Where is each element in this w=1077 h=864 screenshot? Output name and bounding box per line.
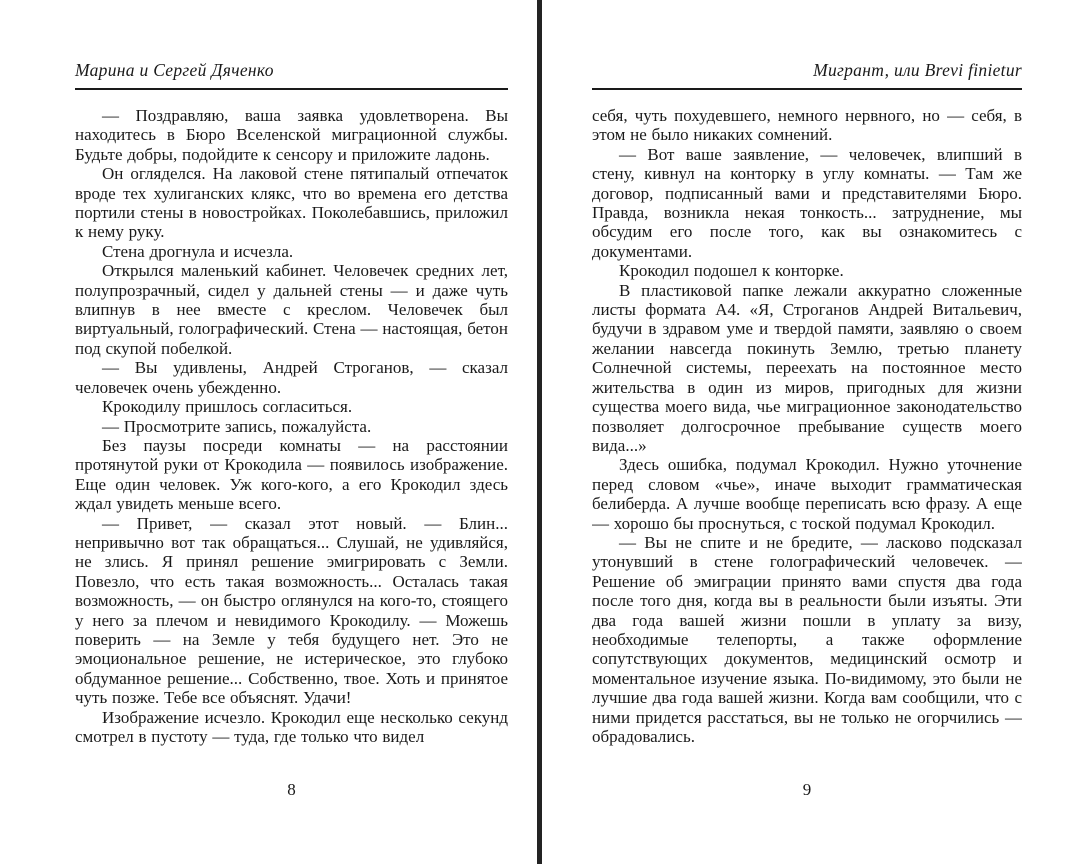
left-page	[75, 58, 508, 770]
paragraph: Он огляделся. На лаковой стене пятипалый отпечаток вроде тех хулиганских клякс, что во времена его детства портили стены в новостройках. Поколебавшись, приложил к нему руку.	[75, 164, 508, 242]
paragraph: Крокодилу пришлось согласиться.	[102, 397, 353, 417]
page-number: 8	[287, 780, 296, 799]
paragraph: Без паузы посреди комнаты — на расстоянии протянутой руки от Крокодила — появилось изображение. Еще один человек. Уж кого-кого, а его Крокодил здесь ждал увидеть меньше всего.	[75, 435, 508, 514]
running-head-title: Мигрант, или Brevi finietur	[592, 58, 1022, 90]
paragraph: — Вы удивлены, Андрей Строганов, — сказал человечек очень убежденно.	[75, 358, 508, 397]
paragraph: — Вы не спите и не бредите, — ласково подсказал утонувший в стене голографический человечек. — Решение об эмиграции принято вами спустя два года после того дня, когда вы в реальности были изъяты. Эти два года вашей жизни пошли в уплату за визу, необходимые телепорты, а также оформление сопутствующих документов, медицинский осмотр и моментальное изучение языка. По-видимому, это были не лучшие два года вашей жизни. Когда вам сообщили, что с ними придется расстаться, вы не только не огорчились — обрадовались.	[592, 532, 1022, 746]
paragraph: Стена дрогнула и исчезла.	[102, 241, 294, 261]
paragraph: Открылся маленький кабинет. Человечек средних лет, полупрозрачный, сидел у дальней стены — и даже чуть влипнув в нее вместе с креслом. Человечек был виртуальный, голографический. Стена — настоящая, бетон под скупой побелкой.	[75, 261, 508, 358]
spine-gutter-line	[537, 0, 542, 864]
paragraph: — Просмотрите запись, пожалуйста.	[102, 416, 372, 436]
paragraph: — Вот ваше заявление, — человечек, влипший в стену, кивнул на конторку в углу комнаты. — Там же договор, подписанный вами и представителями Бюро. Правда, возникла некая тонкость... затруднение, мы обсудим его после того, как вы ознакомитесь с документами.	[592, 144, 1022, 261]
paragraph: — Поздравляю, ваша заявка удовлетворена. Вы находитесь в Бюро Вселенской миграционной службы. Будьте добры, подойдите к сенсору и приложите ладонь.	[75, 106, 508, 164]
paragraph: Здесь ошибка, подумал Крокодил. Нужно уточнение перед словом «чье», иначе выходит грамматическая белиберда. А лучше вообще переписать всю фразу. А еще — хорошо бы проснуться, с тоской подумал Крокодил.	[592, 455, 1022, 533]
right-page	[592, 58, 1022, 770]
paragraph: себя, чуть похудевшего, немного нервного, но — себя, в этом не было никаких сомнений.	[592, 106, 1022, 145]
paragraph: Крокодил подошел к конторке.	[619, 261, 844, 281]
right-page-body	[592, 106, 1022, 770]
left-page-body	[75, 106, 508, 770]
paragraph: В пластиковой папке лежали аккуратно сложенные листы формата А4. «Я, Строганов Андрей Витальевич, будучи в здравом уме и твердой памяти, заявляю о своем желании навсегда покинуть Землю, третью планету Солнечной системы, переехать на постоянное место жительства в один из миров, пригодных для жизни существа моего вида, чье миграционное законодательство позволяет долгосрочное пребывание существ моего вида...»	[592, 280, 1022, 455]
paragraph: Изображение исчезло. Крокодил еще несколько секунд смотрел в пустоту — туда, где только что видел	[75, 707, 508, 746]
page-number: 9	[802, 780, 812, 799]
paragraph: — Привет, — сказал этот новый. — Блин... непривычно вот так обращаться... Слушай, не удивляйся, не злись. Я принял решение эмигрировать с Земли. Повезло, что есть такая возможность... Осталась такая возможность, — он быстро оглянулся на кого-то, стоящего у него за плечом и невидимого Крокодилу. — Можешь поверить — на Земле у тебя будущего нет. Это не эмоциональное решение, не истерическое, это глубоко обдуманное решение... Собственно, твое. Хоть и принятое чуть позже. Тебе все объяснят. Удачи!	[75, 513, 508, 708]
running-head-author: Марина и Сергей Дяченко	[75, 58, 508, 90]
